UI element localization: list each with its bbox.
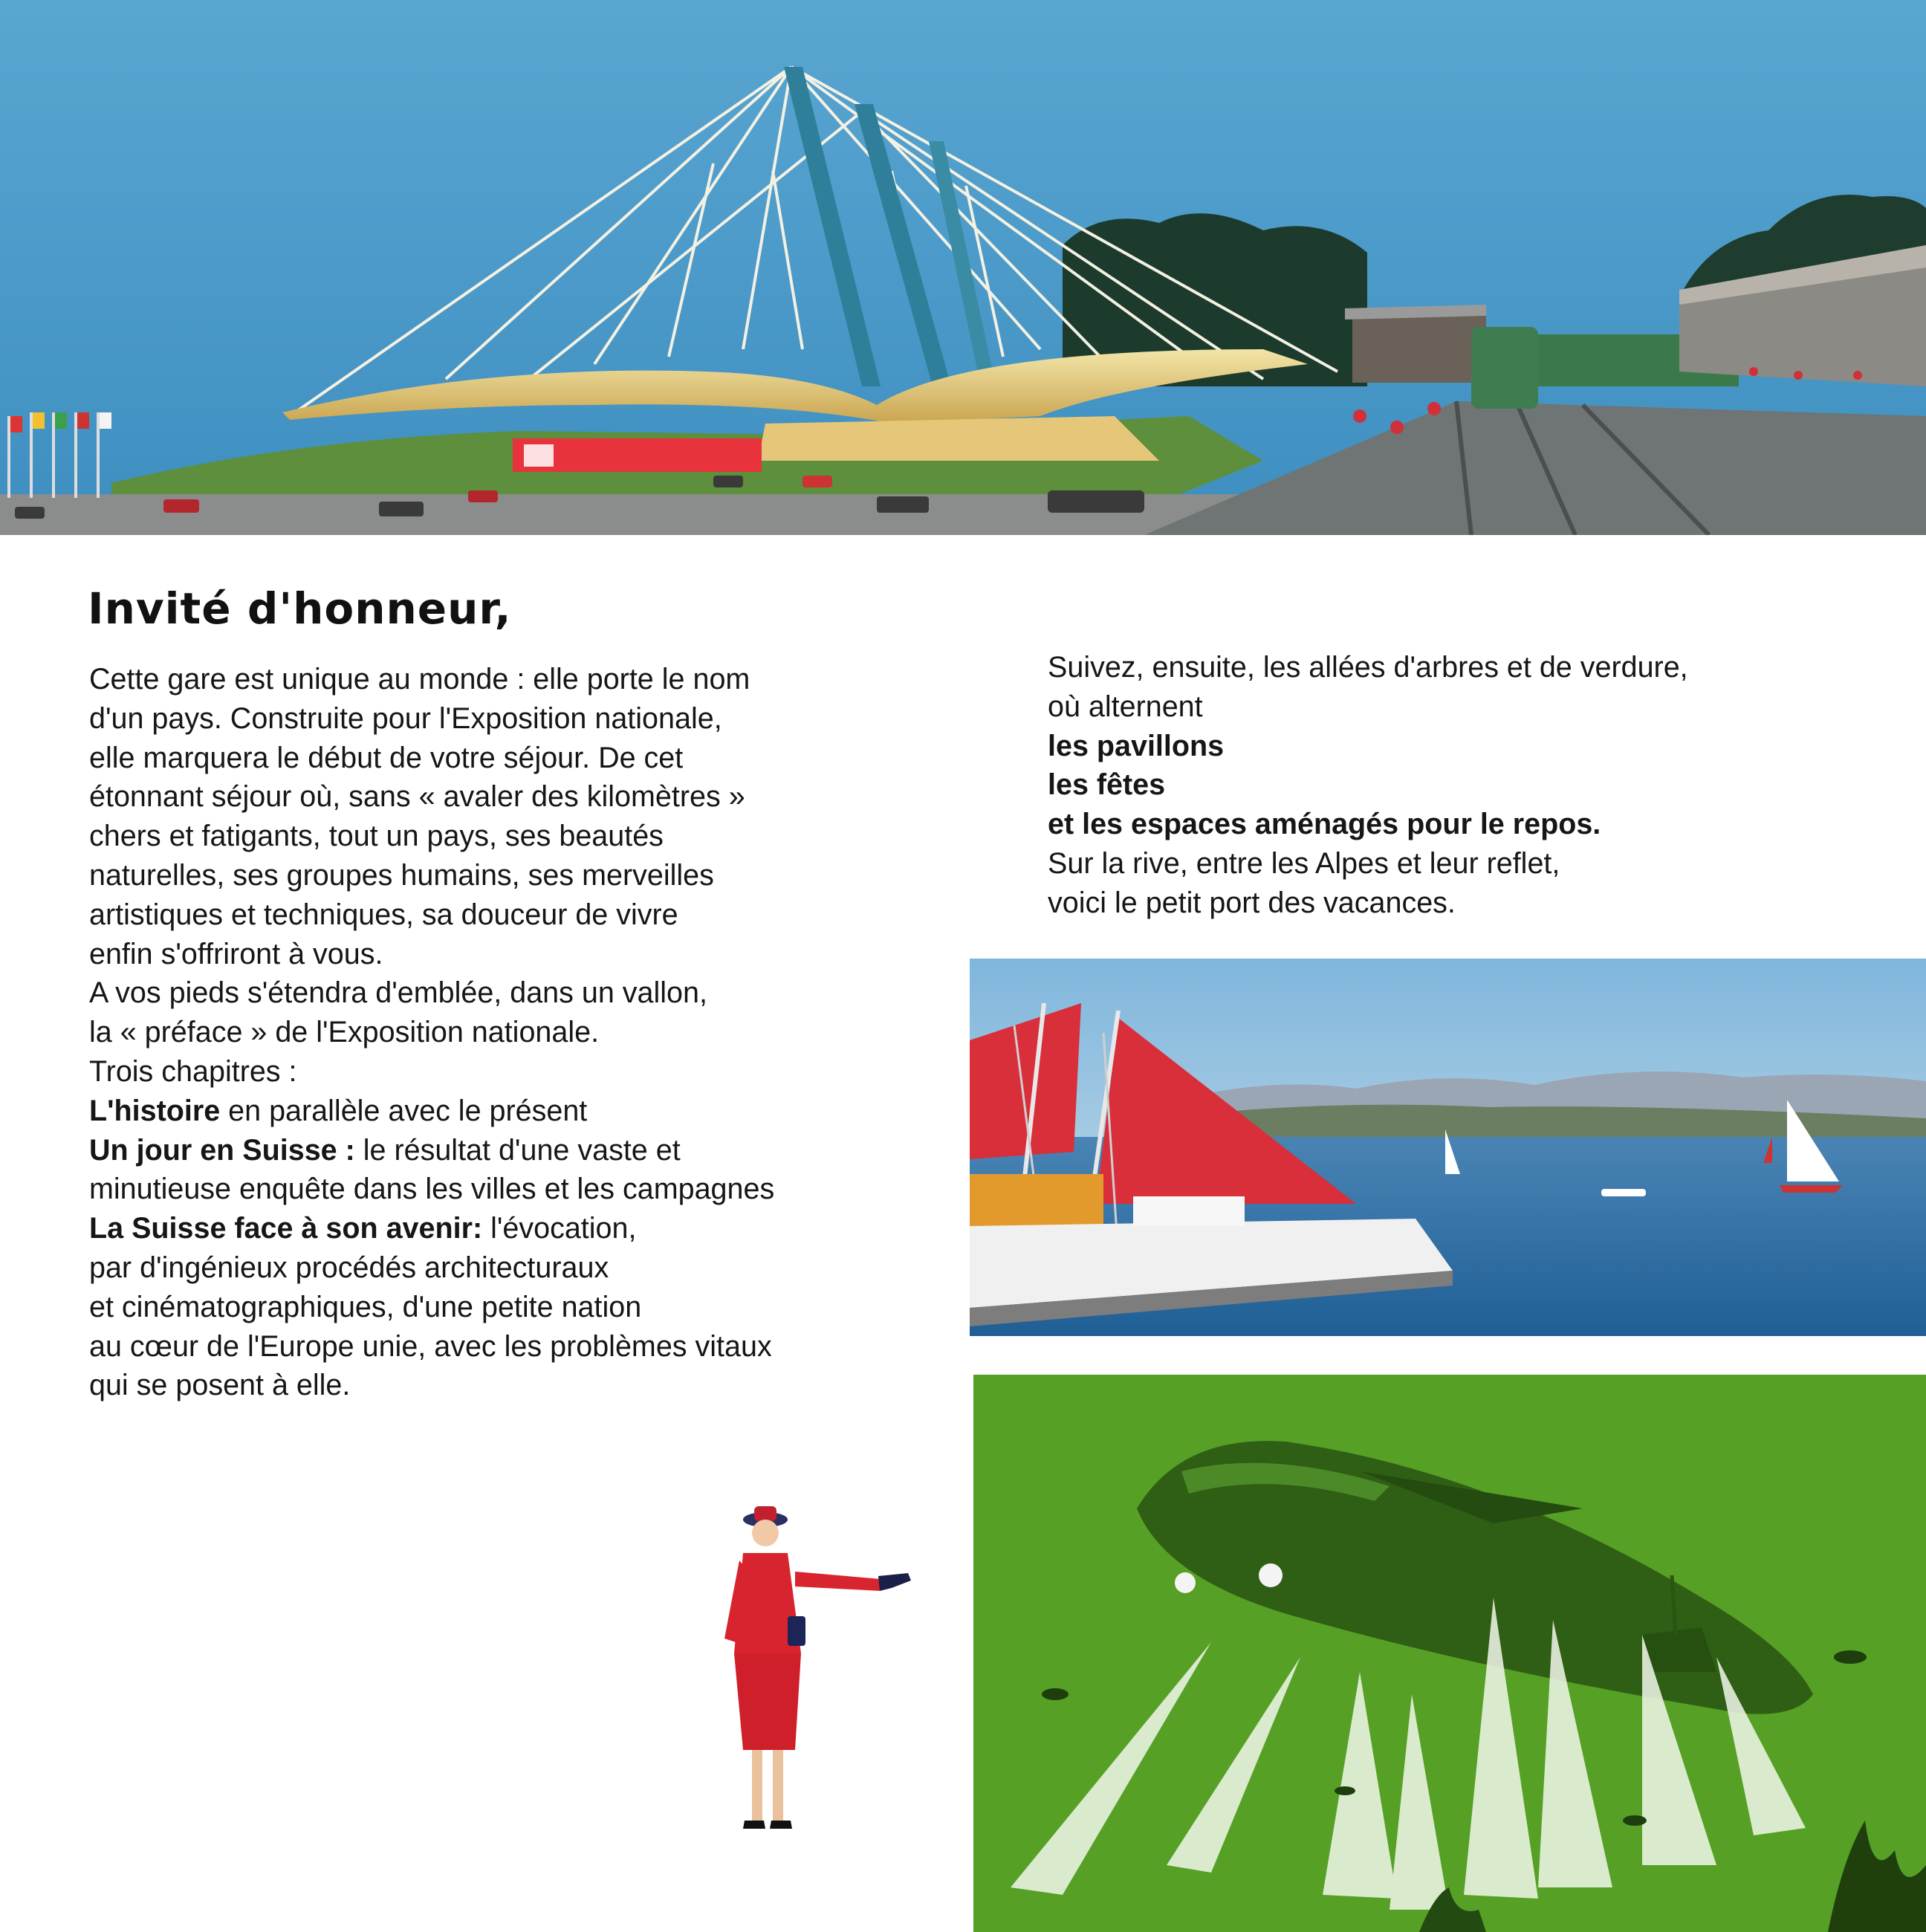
text-line: et cinématographiques, d'une petite nation (89, 1290, 642, 1323)
chapter-future-title: La Suisse face à son avenir: (89, 1212, 483, 1245)
chapter-day-text: le résultat d'une vaste et (354, 1133, 681, 1167)
text-line: étonnant séjour où, sans « avaler des kilomètres » (89, 780, 745, 814)
text-line: Sur la rive, entre les Alpes et leur reflet, (1048, 846, 1560, 880)
chapter-history-text: en parallèle avec le présent (220, 1094, 588, 1127)
text-line: d'un pays. Construite pour l'Exposition nationale, (89, 701, 722, 735)
chapter-history-line (89, 1092, 944, 1131)
text-line: au cœur de l'Europe unie, avec les problèmes vitaux (89, 1329, 772, 1363)
text-line: voici le petit port des vacances. (1048, 886, 1456, 919)
chapter-history-title: L'histoire (89, 1094, 221, 1127)
text-line: Suivez, ensuite, les allées d'arbres et de verdure, (1048, 651, 1688, 684)
highlight-line: les pavillons (1048, 729, 1225, 762)
text-line: Trois chapitres : (89, 1054, 297, 1088)
underwater-submarine-illustration (973, 1375, 1926, 1932)
lake-harbour-illustration (970, 959, 1926, 1336)
hostess-figure (713, 1505, 918, 1843)
right-text-column (1048, 648, 1850, 923)
intro-text-column (89, 660, 944, 1405)
text-line: naturelles, ses groupes humains, ses merveilles (89, 858, 714, 892)
text-line: A vos pieds s'étendra d'emblée, dans un vallon, (89, 976, 707, 1010)
text-line: la « préface » de l'Exposition nationale. (89, 1016, 600, 1049)
text-line: elle marquera le début de votre séjour. De cet (89, 741, 684, 774)
text-line: enfin s'offriront à vous. (89, 937, 383, 970)
chapter-future-text: l'évocation, (482, 1212, 637, 1245)
highlight-line: et les espaces aménagés pour le repos. (1048, 808, 1601, 841)
text-line: minutieuse enquête dans les villes et les campagnes (89, 1173, 775, 1206)
text-line: où alternent (1048, 690, 1203, 723)
station-pavilion-illustration (0, 0, 1926, 535)
text-line: chers et fatigants, tout un pays, ses beautés (89, 820, 664, 853)
text-line: Cette gare est unique au monde : elle porte le nom (89, 663, 750, 696)
chapter-future-line (89, 1209, 944, 1248)
chapter-day-line (89, 1131, 944, 1170)
page-title: Invité d'honneur, (88, 583, 512, 634)
text-line: artistiques et techniques, sa douceur de vivre (89, 898, 678, 931)
text-line: par d'ingénieux procédés architecturaux (89, 1251, 609, 1284)
highlight-line: les fêtes (1048, 768, 1166, 802)
text-line: qui se posent à elle. (89, 1369, 351, 1402)
chapter-day-title: Un jour en Suisse : (89, 1133, 355, 1167)
